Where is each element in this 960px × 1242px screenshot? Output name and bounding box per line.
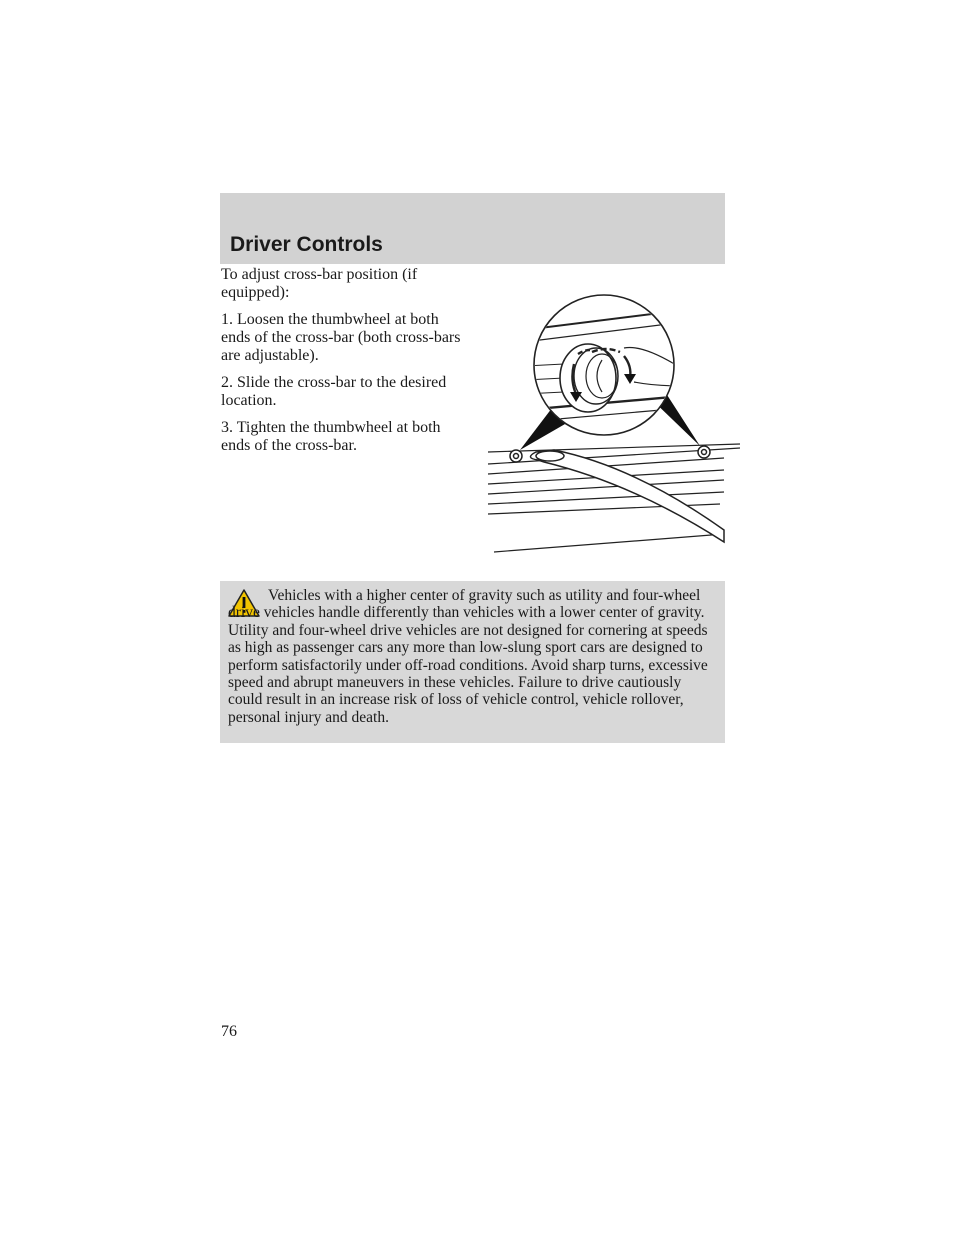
cross-bar bbox=[530, 450, 724, 542]
instruction-step-3: 3. Tighten the thumbwheel at both ends of the cross-bar. bbox=[221, 419, 441, 454]
section-title: Driver Controls bbox=[230, 233, 383, 256]
instruction-step-1: 1. Loosen the thumbwheel at both ends of the cross-bar (both cross-bars are adjustable). bbox=[221, 311, 461, 364]
section-header-band bbox=[220, 193, 725, 264]
warning-text: Vehicles with a higher center of gravity such as utility and four-wheel drive vehicles handle differently than vehicles with a lower center of gravity. Utility and four-wheel drive vehicles are not designed for cornering at speeds as high as passenger cars any more than low-slung sport cars are designed to perform satisfactorily under off-road conditions. Avoid sharp turns, excessive speed and abrupt maneuvers in these vehicles. Failure to drive cautiously could result in an increase risk of loss of vehicle control, vehicle rollover, personal injury and death. bbox=[228, 587, 708, 726]
cross-bar-instructions bbox=[221, 266, 471, 464]
warning-box bbox=[220, 581, 725, 743]
instructions-intro: To adjust cross-bar position (if equipped): bbox=[221, 266, 418, 301]
roof-rail-lines bbox=[488, 444, 740, 552]
instruction-step-2: 2. Slide the cross-bar to the desired location. bbox=[221, 374, 447, 409]
page-number: 76 bbox=[221, 1023, 237, 1040]
cross-bar-thumbwheel-illustration bbox=[484, 290, 740, 560]
